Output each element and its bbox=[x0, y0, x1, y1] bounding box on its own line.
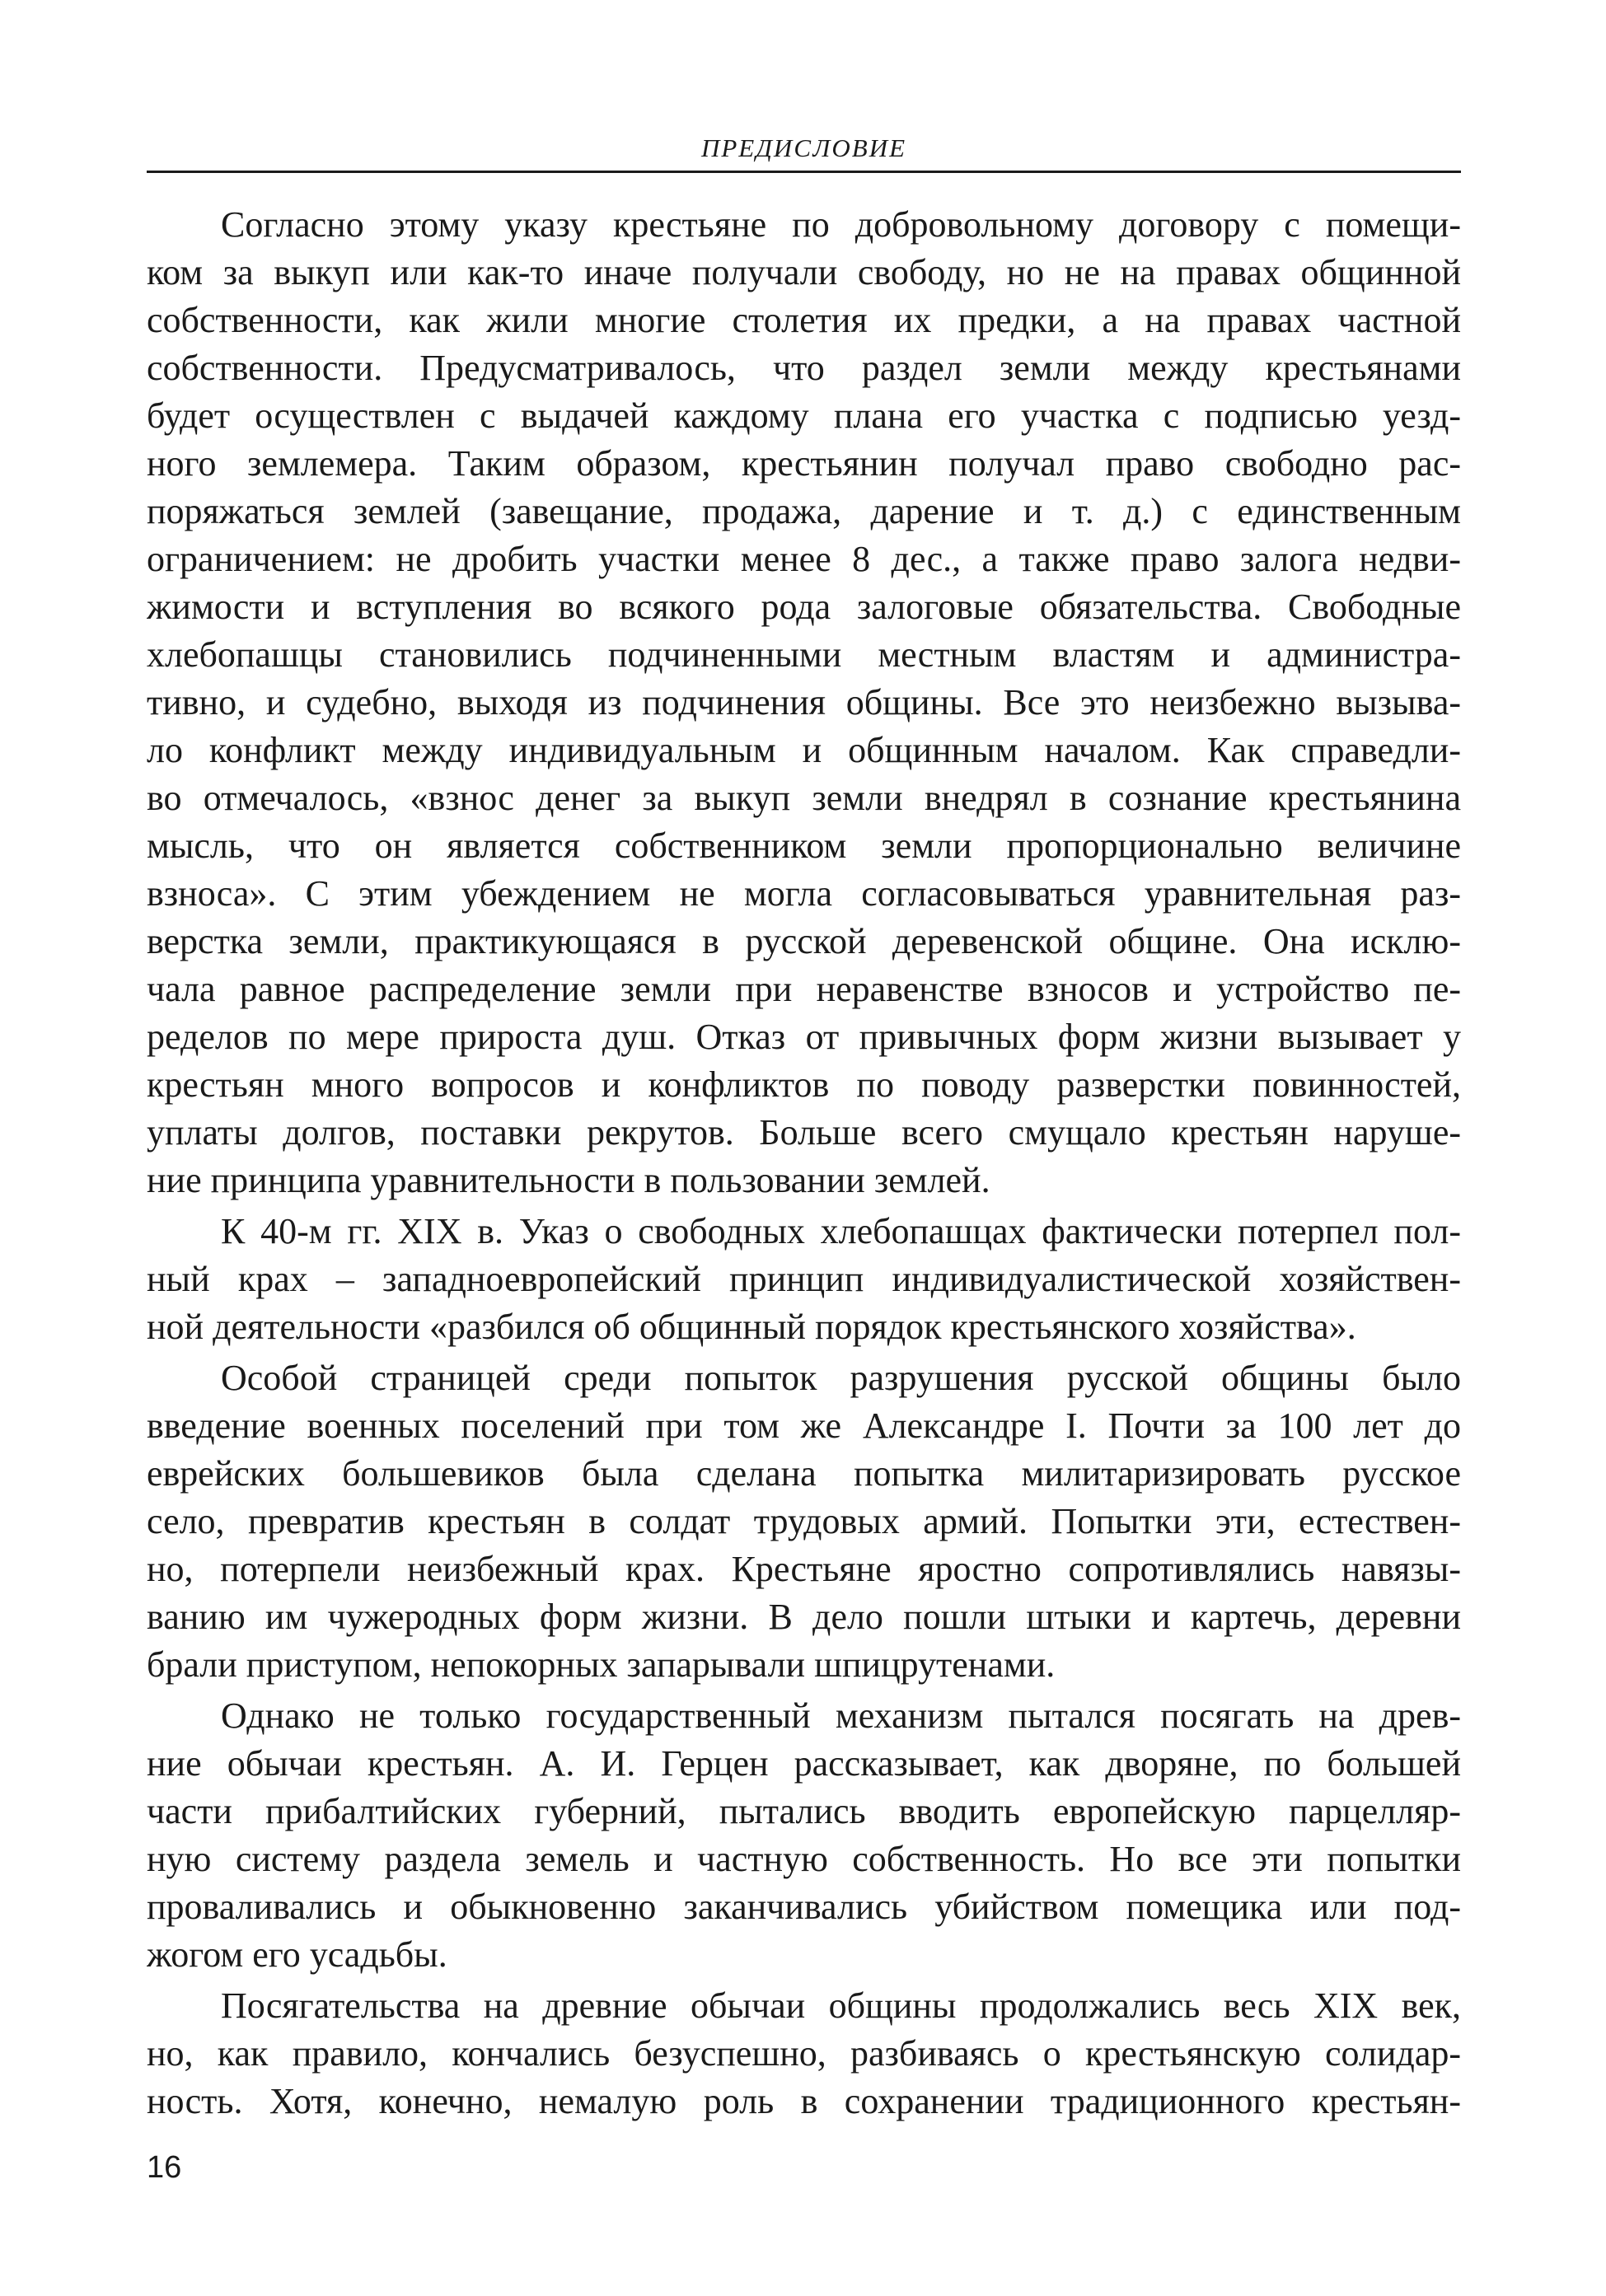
text-line: Особой страницей среди попыток разрушения русской общины было bbox=[221, 1358, 1461, 1398]
text-line: ной деятельности «разбился об общинный порядок крестьянского хозяйства». bbox=[147, 1307, 1356, 1347]
text-line: хлебопашцы становились подчиненными местным властям и администра- bbox=[147, 634, 1461, 675]
text-line: Согласно этому указу крестьяне по добровольному договору с помещи- bbox=[221, 204, 1461, 245]
paragraph bbox=[147, 1354, 1461, 1689]
paragraph bbox=[147, 201, 1461, 1204]
text-line: брали приступом, непокорных запарывали шпицрутенами. bbox=[147, 1644, 1056, 1685]
text-line: ограничением: не дробить участки менее 8 дес., а также право залога недви- bbox=[147, 539, 1461, 579]
text-line: ло конфликт между индивидуальным и общинным началом. Как справедли- bbox=[147, 730, 1461, 770]
text-line: уплаты долгов, поставки рекрутов. Больше всего смущало крестьян наруше- bbox=[147, 1112, 1461, 1153]
text-line: части прибалтийских губерний, пытались вводить европейскую парцелляр- bbox=[147, 1791, 1461, 1831]
text-line: чала равное распределение земли при неравенстве взносов и устройство пе- bbox=[147, 969, 1461, 1009]
text-line: жимости и вступления во всякого рода залоговые обязательства. Свободные bbox=[147, 587, 1461, 627]
text-line: ность. Хотя, конечно, немалую роль в сохранении традиционного крестьян- bbox=[147, 2081, 1461, 2121]
text-line: жогом его усадьбы. bbox=[147, 1934, 447, 1975]
text-line: тивно, и судебно, выходя из подчинения общины. Все это неизбежно вызыва- bbox=[147, 682, 1461, 722]
paragraph bbox=[147, 1208, 1461, 1351]
text-line: но, как правило, кончались безуспешно, разбиваясь о крестьянскую солидар- bbox=[147, 2033, 1461, 2074]
text-line: поряжаться землей (завещание, продажа, дарение и т. д.) с единственным bbox=[147, 491, 1461, 531]
page-number: 16 bbox=[147, 2150, 182, 2185]
text-line: Однако не только государственный механизм пытался посягать на древ- bbox=[221, 1695, 1461, 1736]
text-line: проваливались и обыкновенно заканчивались убийством помещика или под- bbox=[147, 1887, 1461, 1927]
text-line: будет осуществлен с выдачей каждому плана его участка с подписью уезд- bbox=[147, 395, 1461, 436]
text-line: еврейских большевиков была сделана попытка милитаризировать русское bbox=[147, 1453, 1461, 1494]
body-text bbox=[147, 201, 1461, 2125]
text-line: взноса». С этим убеждением не могла согласовываться уравнительная раз- bbox=[147, 873, 1461, 914]
text-line: крестьян много вопросов и конфликтов по поводу разверстки повинностей, bbox=[147, 1064, 1461, 1105]
text-line: ние обычаи крестьян. А. И. Герцен рассказывает, как дворяне, по большей bbox=[147, 1743, 1461, 1784]
text-line: ределов по мере прироста душ. Отказ от привычных форм жизни вызывает у bbox=[147, 1017, 1461, 1057]
paragraph bbox=[147, 1982, 1461, 2125]
text-line: ние принципа уравнительности в пользовании землей. bbox=[147, 1160, 990, 1200]
text-line: но, потерпели неизбежный крах. Крестьяне яростно сопротивлялись навязы- bbox=[147, 1549, 1461, 1589]
text-line: К 40-м гг. XIX в. Указ о свободных хлебопашцах фактически потерпел пол- bbox=[221, 1211, 1461, 1251]
text-line: ную систему раздела земель и частную собственность. Но все эти попытки bbox=[147, 1839, 1461, 1879]
paragraph bbox=[147, 1692, 1461, 1979]
text-line: мысль, что он является собственником земли пропорционально величине bbox=[147, 825, 1461, 866]
text-line: ком за выкуп или как-то иначе получали свободу, но не на правах общинной bbox=[147, 252, 1461, 292]
text-line: верстка земли, практикующаяся в русской деревенской общине. Она исклю- bbox=[147, 921, 1461, 961]
text-line: во отмечалось, «взнос денег за выкуп земли внедрял в сознание крестьянина bbox=[147, 778, 1461, 818]
text-line: введение военных поселений при том же Александре I. Почти за 100 лет до bbox=[147, 1405, 1461, 1446]
text-line: ный крах – западноевропейский принцип индивидуалистической хозяйствен- bbox=[147, 1259, 1461, 1299]
header-title: ПРЕДИСЛОВИЕ bbox=[700, 133, 907, 162]
text-line: собственности. Предусматривалось, что раздел земли между крестьянами bbox=[147, 348, 1461, 388]
text-line: ванию им чужеродных форм жизни. В дело пошли штыки и картечь, деревни bbox=[147, 1597, 1461, 1637]
text-line: собственности, как жили многие столетия их предки, а на правах частной bbox=[147, 300, 1461, 340]
text-line: ного землемера. Таким образом, крестьянин получал право свободно рас- bbox=[147, 443, 1461, 484]
text-line: село, превратив крестьян в солдат трудовых армий. Попытки эти, естествен- bbox=[147, 1501, 1461, 1541]
running-header bbox=[147, 130, 1461, 173]
text-line: Посягательства на древние обычаи общины продолжались весь XIX век, bbox=[221, 1985, 1461, 2026]
